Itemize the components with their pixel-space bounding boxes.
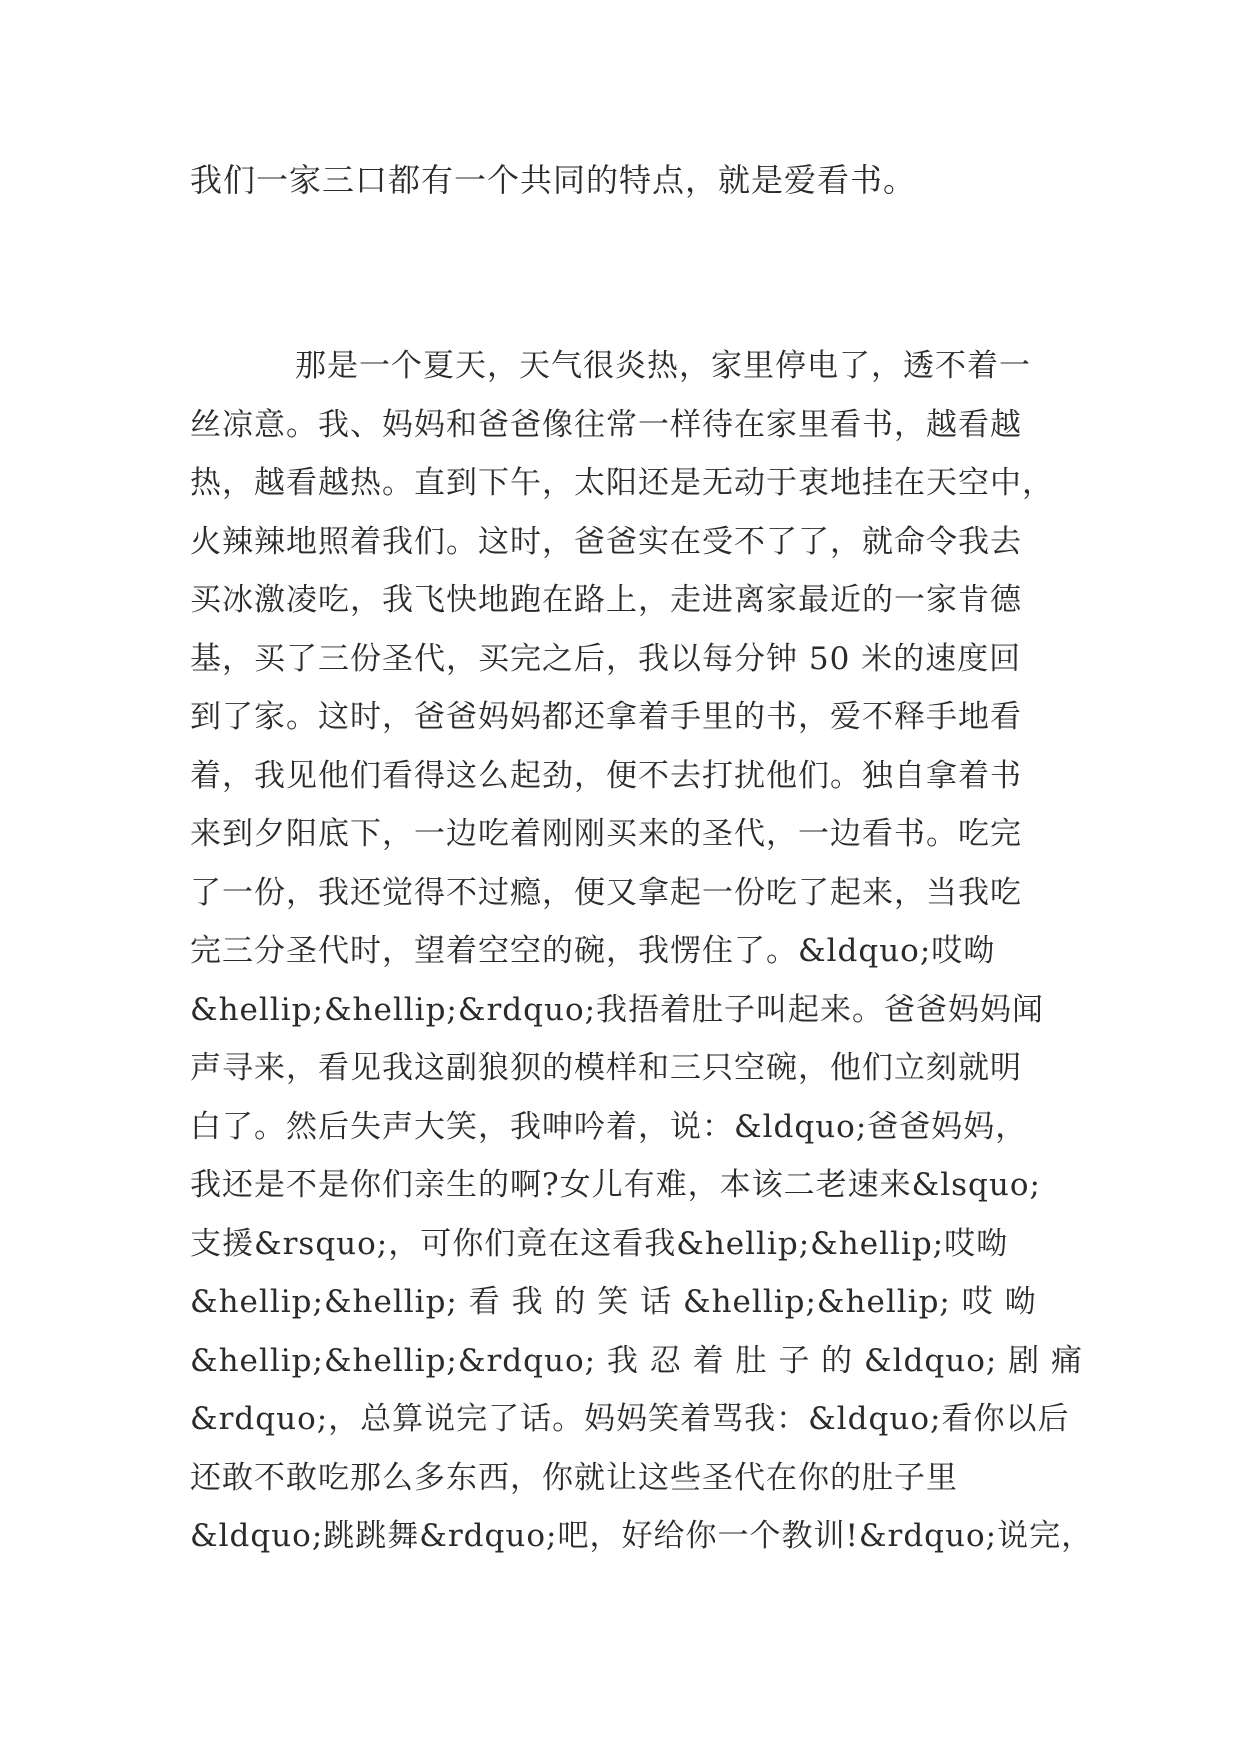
paragraph-line: 完三分圣代时，望着空空的碗，我愣住了。&ldquo;哎呦 xyxy=(190,933,996,969)
paragraph-line: 那是一个夏天，天气很炎热，家里停电了，透不着一 xyxy=(295,348,1031,384)
paragraph-line: 我还是不是你们亲生的啊?女儿有难，本该二老速来&lsquo; xyxy=(190,1167,1041,1203)
intro-paragraph: 我们一家三口都有一个共同的特点，就是爱看书。 xyxy=(190,161,917,199)
paragraph-line: &rdquo;，总算说完了话。妈妈笑着骂我：&ldquo;看你以后 xyxy=(190,1401,1070,1437)
paragraph-line: 丝凉意。我、妈妈和爸爸像往常一样待在家里看书，越看越 xyxy=(190,406,1022,443)
paragraph-line: 到了家。这时，爸爸妈妈都还拿着手里的书，爱不释手地看 xyxy=(190,699,1022,735)
paragraph-line: 支援&rsquo;，可你们竟在这看我&hellip;&hellip;哎呦 xyxy=(190,1225,1009,1262)
paragraph-line: &hellip;&hellip; 看 我 的 笑 话 &hellip;&hellip; 哎 呦 xyxy=(190,1284,1037,1320)
paragraph-line: 还敢不敢吃那么多东西，你就让这些圣代在你的肚子里 xyxy=(190,1459,958,1496)
paragraph-line: &hellip;&hellip;&rdquo;我捂着肚子叫起来。爸爸妈妈闻 xyxy=(190,991,1045,1028)
paragraph-line: 买冰激凌吃，我飞快地跑在路上，走进离家最近的一家肯德 xyxy=(190,582,1022,618)
paragraph-line: 来到夕阳底下，一边吃着刚刚买来的圣代，一边看书。吃完 xyxy=(190,816,1022,852)
story-paragraph xyxy=(190,337,1094,1566)
paragraph-line: &hellip;&hellip;&rdquo; 我 忍 着 肚 子 的 &ldquo; 剧 痛 xyxy=(190,1342,1084,1379)
paragraph-line: 白了。然后失声大笑，我呻吟着，说：&ldquo;爸爸妈妈， xyxy=(190,1108,1028,1145)
paragraph-line: 火辣辣地照着我们。这时，爸爸实在受不了了，就命令我去 xyxy=(190,523,1022,560)
paragraph-line: &ldquo;跳跳舞&rdquo;吧，好给你一个教训!&rdquo;说完， xyxy=(190,1518,1094,1554)
paragraph-line: 声寻来，看见我这副狼狈的模样和三只空碗，他们立刻就明 xyxy=(190,1050,1022,1086)
paragraph-line: 基，买了三份圣代，买完之后，我以每分钟 50 米的速度回 xyxy=(190,640,1022,677)
paragraph-line: 着，我见他们看得这么起劲，便不去打扰他们。独自拿着书 xyxy=(190,757,1022,794)
paragraph-line: 了一份，我还觉得不过瘾，便又拿起一份吃了起来，当我吃 xyxy=(190,874,1022,911)
paragraph-line: 热，越看越热。直到下午，太阳还是无动于衷地挂在天空中， xyxy=(190,465,1054,501)
